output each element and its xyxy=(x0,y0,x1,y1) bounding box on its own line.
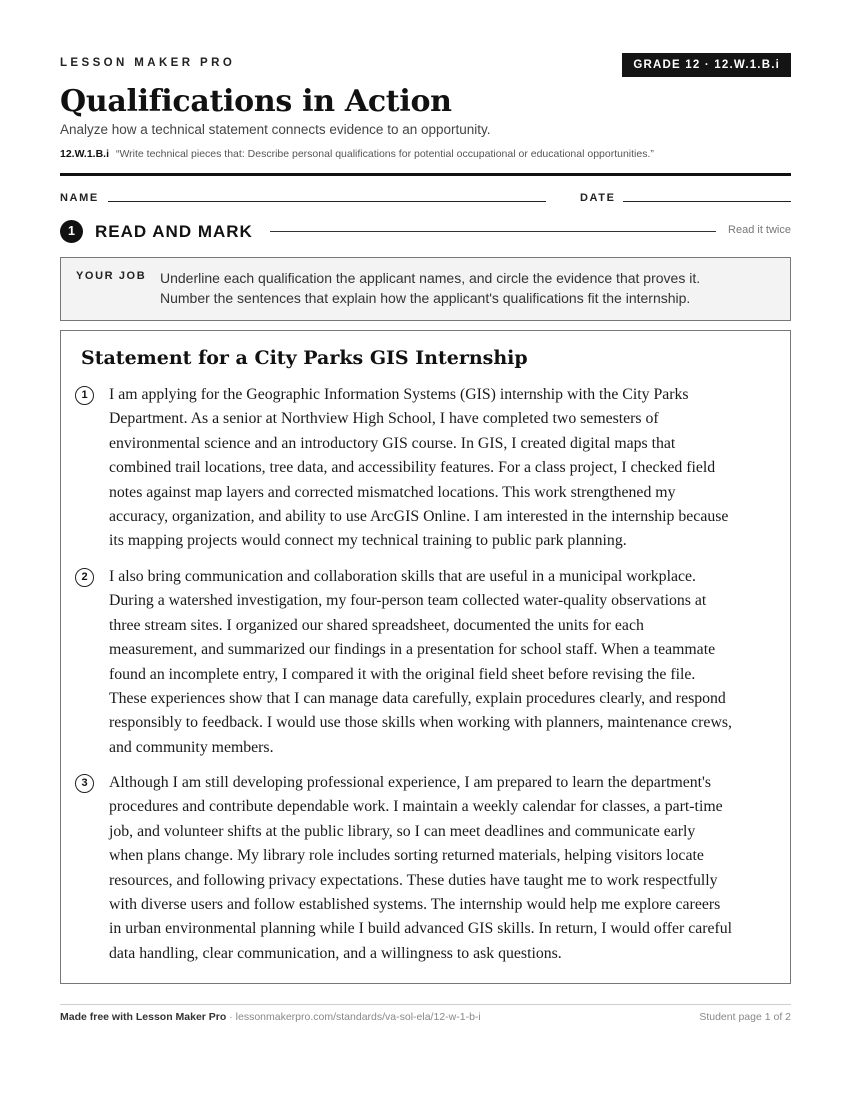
instructions-box xyxy=(60,257,791,321)
paragraph-line: and community members. xyxy=(109,738,274,756)
paragraph-line: accuracy, organization, and ability to use ArcGIS Online. I am interested in the internship because xyxy=(109,508,729,526)
passage-title: Statement for a City Parks GIS Internship xyxy=(81,347,528,369)
instructions-label: YOUR JOB xyxy=(76,270,147,282)
name-field[interactable] xyxy=(108,201,546,202)
paragraph-line: combined trail locations, tree data, and accessibility features. For a class project, I checked field xyxy=(109,459,716,477)
instructions-text xyxy=(160,268,775,308)
paragraph-text xyxy=(109,383,779,554)
instruction-line: Underline each qualification the applicant names, and circle the evidence that proves it. xyxy=(160,270,701,286)
paragraph-line: found an incomplete entry, I compared it with the original field sheet before revising the file. xyxy=(109,665,696,683)
paragraph-line: job, and volunteer shifts at the public library, so I can meet deadlines and communicate early xyxy=(109,822,696,840)
paragraph-line: I am applying for the Geographic Information Systems (GIS) internship with the City Parks xyxy=(109,386,689,403)
paragraph-line: I also bring communication and collaboration skills that are useful in a municipal workplace. xyxy=(109,568,696,585)
paragraph-text xyxy=(109,771,779,966)
paragraph-number-badge: 3 xyxy=(75,774,94,793)
paragraph-line: with diverse users and follow established systems. The internship would help me explore careers xyxy=(109,896,721,914)
paragraph-line: Department. As a senior at Northview High School, I have completed two semesters of xyxy=(109,410,659,428)
paragraph-number-badge: 2 xyxy=(75,568,94,587)
footer-divider xyxy=(60,1004,791,1005)
paragraph-line: Although I am still developing professional experience, I am prepared to learn the department's xyxy=(109,774,712,791)
page-title: Qualifications in Action xyxy=(60,84,452,119)
paragraph-line: resources, and following privacy expectations. These duties have taught me to work respectfully xyxy=(109,871,718,889)
paragraph-line: These experiences show that I can manage data carefully, explain procedures clearly, and respond xyxy=(109,690,726,708)
brand-name: LESSON MAKER PRO xyxy=(60,57,236,69)
paragraph-line: measurement, and summarized our findings in a presentation for school staff. When a teammate xyxy=(109,641,716,659)
paragraph-line: procedures and contribute dependable work. I maintain a weekly calendar for classes, a part-time xyxy=(109,798,723,816)
paragraph-number-badge: 1 xyxy=(75,386,94,405)
footer-made-with: Made free with Lesson Maker Pro xyxy=(60,1011,227,1023)
paragraph-line: notes against map layers and corrected mismatched locations. This work strengthened my xyxy=(109,483,676,501)
paragraph-text xyxy=(109,565,779,760)
grade-badge: GRADE 12 · 12.W.1.B.i xyxy=(622,53,791,77)
name-label: NAME xyxy=(60,192,99,204)
paragraph-line: three stream sites. I organized our shared spreadsheet, documented the units for each xyxy=(109,616,644,634)
header-divider xyxy=(60,173,791,176)
page-subtitle: Analyze how a technical statement connects evidence to an opportunity. xyxy=(60,122,491,137)
footer-credit xyxy=(60,1011,481,1023)
worksheet-page xyxy=(60,0,791,1100)
paragraph-line: its mapping projects would connect my technical training to public park planning. xyxy=(109,532,627,550)
standard-reference xyxy=(60,148,654,160)
footer-url[interactable]: · lessonmakerpro.com/standards/va-sol-ela/12-w-1-b-i xyxy=(226,1011,481,1023)
paragraph-line: responsibly to feedback. I would use those skills when working with planners, maintenance crews, xyxy=(109,714,732,732)
date-field[interactable] xyxy=(623,201,791,202)
standard-code: 12.W.1.B.i xyxy=(60,148,110,160)
section-number-badge: 1 xyxy=(60,220,83,243)
paragraph-line: During a watershed investigation, my four-person team collected water-quality observations at xyxy=(109,592,707,610)
paragraph-line: in urban environmental planning while I build advanced GIS skills. In return, I would offer careful xyxy=(109,920,733,938)
section-title: READ AND MARK xyxy=(95,222,253,241)
instruction-line: Number the sentences that explain how the applicant's qualifications fit the internship. xyxy=(160,290,691,306)
paragraph-line: when plans change. My library role includes sorting returned materials, helping visitors locate xyxy=(109,847,704,865)
standard-text: “Write technical pieces that: Describe personal qualifications for potential occupational or educational opportunities.” xyxy=(115,148,654,160)
date-label: DATE xyxy=(580,192,616,204)
footer-page-number: Student page 1 of 2 xyxy=(699,1011,791,1023)
paragraph-line: data handling, clear communication, and a willingness to ask questions. xyxy=(109,944,562,962)
section-divider xyxy=(270,231,716,232)
section-note: Read it twice xyxy=(728,224,791,236)
paragraph-line: environmental science and an introductory GIS course. In GIS, I created digital maps that xyxy=(109,434,676,452)
reading-passage xyxy=(60,330,791,984)
